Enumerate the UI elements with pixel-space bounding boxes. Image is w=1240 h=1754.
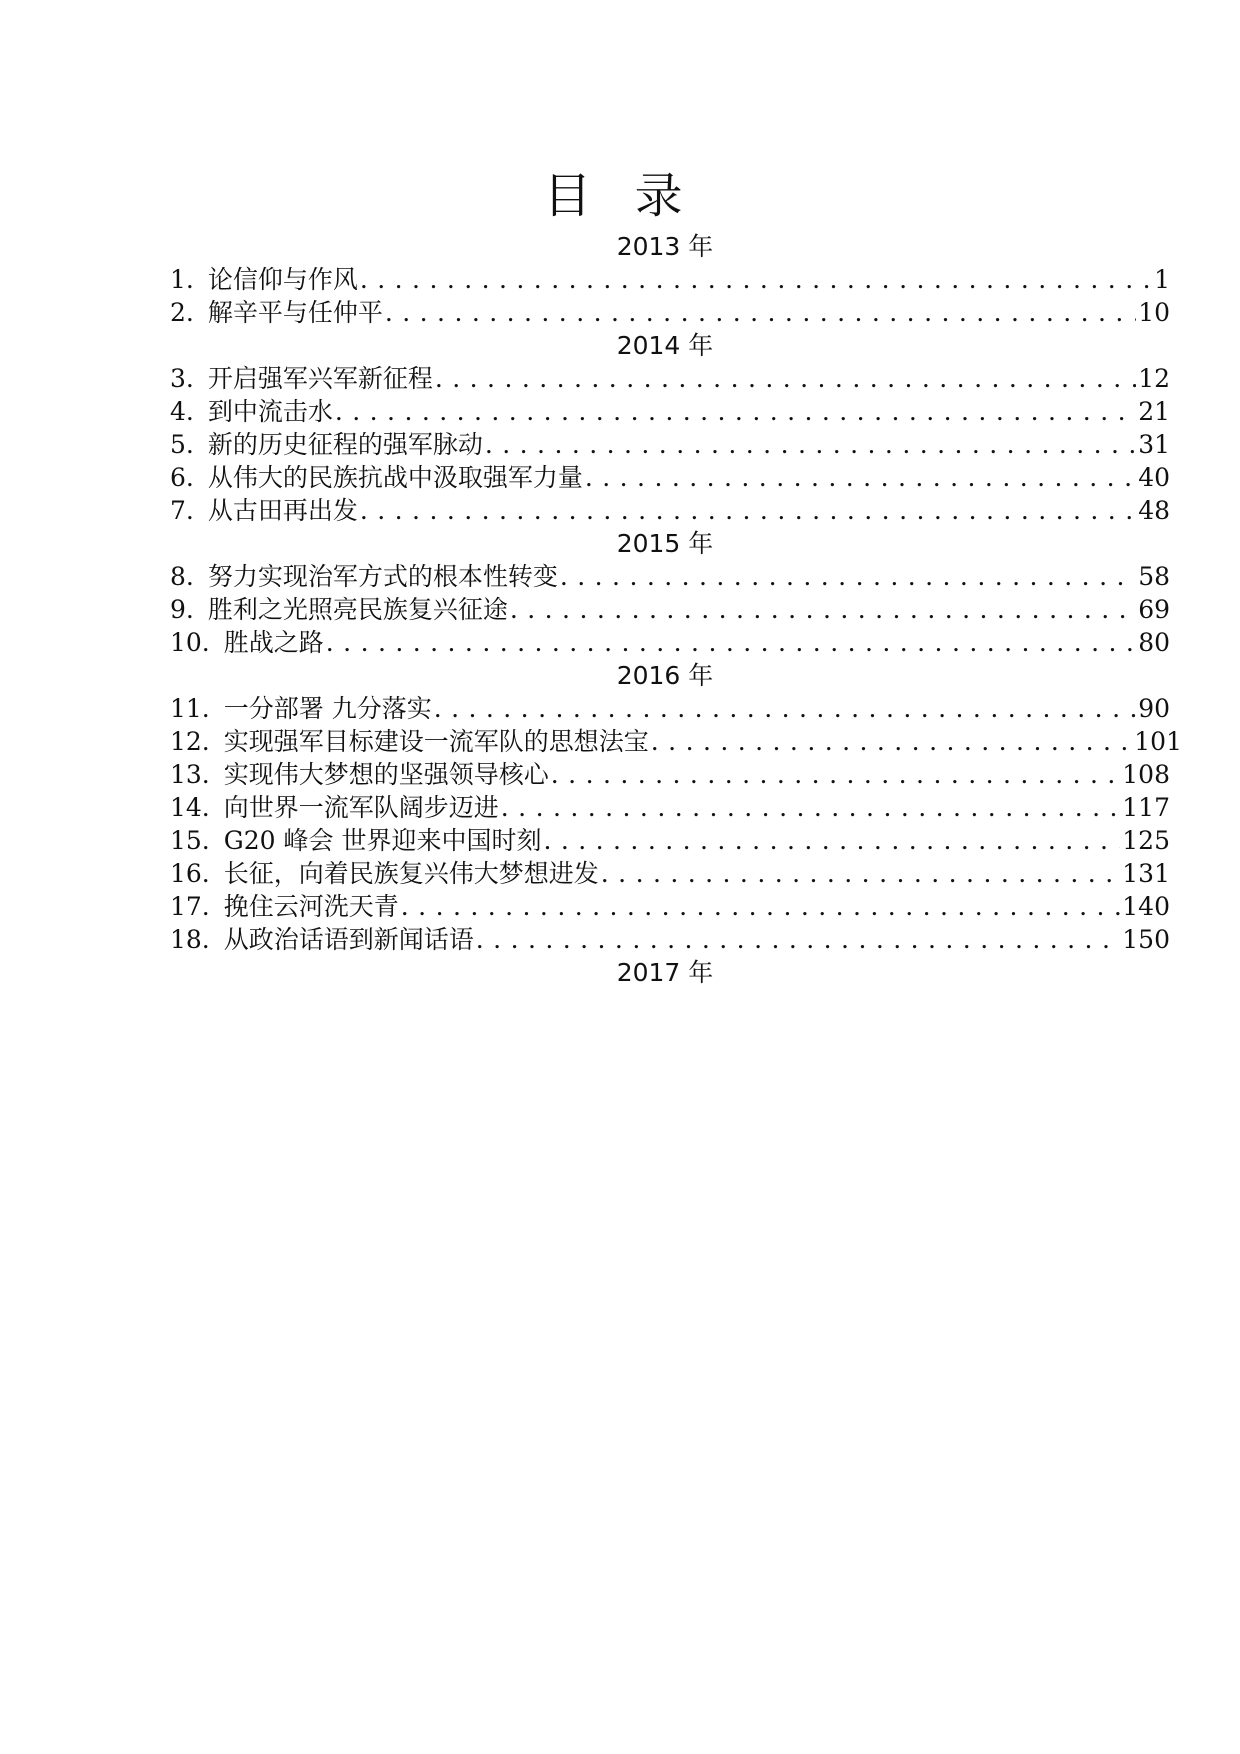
dot-leader: [599, 857, 1121, 890]
toc-entry-title: 向世界一流军队阔步迈进: [223, 793, 499, 822]
toc-entry-title: 胜战之路: [223, 628, 324, 657]
toc-entry[interactable]: [170, 560, 1170, 593]
toc-entry[interactable]: [170, 263, 1170, 296]
toc-entry-number: 17.: [170, 892, 210, 921]
toc-entry-title: 开启强军兴军新征程: [207, 364, 433, 393]
toc-entry-title: 努力实现治军方式的根本性转变: [207, 562, 558, 591]
toc-entry-page-number: 150: [1122, 925, 1170, 954]
toc-entry-title: 实现强军目标建设一流军队的思想法宝: [223, 727, 649, 756]
toc-entry-number: 16.: [170, 859, 210, 888]
toc-entry-number: 4.: [170, 397, 194, 426]
dot-leader: [383, 296, 1136, 329]
toc-entry-title: 从政治话语到新闻话语: [223, 925, 474, 954]
toc-entry-number: 1.: [170, 265, 194, 294]
toc-entry[interactable]: [170, 461, 1170, 494]
toc-entry[interactable]: [170, 890, 1170, 923]
toc-entry-page-number: 48: [1138, 496, 1170, 525]
toc-entry-number: 15.: [170, 826, 210, 855]
toc-entry-page-number: 12: [1138, 364, 1170, 393]
toc-entry-page-number: 69: [1138, 595, 1170, 624]
toc-entry-page-number: 80: [1138, 628, 1170, 657]
dot-leader: [324, 626, 1136, 659]
toc-entry[interactable]: [170, 692, 1170, 725]
toc-entry-page-number: 131: [1122, 859, 1170, 888]
section-year-heading: 2017 年: [616, 958, 714, 987]
toc-entry-page-number: 125: [1122, 826, 1170, 855]
toc-entry-title: 到中流击水: [207, 397, 333, 426]
dot-leader: [474, 923, 1121, 956]
toc-entry-number: 14.: [170, 793, 210, 822]
toc-entry-title: 论信仰与作风: [207, 265, 358, 294]
toc-entry-page-number: 58: [1138, 562, 1170, 591]
section-year-heading: 2015 年: [616, 529, 714, 558]
toc-entry[interactable]: [170, 395, 1170, 428]
toc-entry-number: 5.: [170, 430, 194, 459]
toc-entry-title: 从古田再出发: [207, 496, 358, 525]
toc-entry-number: 8.: [170, 562, 194, 591]
dot-leader: [483, 428, 1136, 461]
toc-entry[interactable]: [170, 494, 1170, 527]
toc-entry-title: G20 峰会 世界迎来中国时刻: [223, 826, 542, 855]
toc-entry-page-number: 90: [1138, 694, 1170, 723]
toc-entry-page-number: 101: [1134, 727, 1182, 756]
toc-entry-page-number: 117: [1122, 793, 1170, 822]
toc-entry[interactable]: [170, 824, 1170, 857]
toc-entry[interactable]: [170, 428, 1170, 461]
dot-leader: [358, 494, 1136, 527]
toc-entry-title: 从伟大的民族抗战中汲取强军力量: [207, 463, 583, 492]
toc-entry[interactable]: [170, 725, 1182, 758]
dot-leader: [433, 362, 1136, 395]
dot-leader: [432, 692, 1136, 725]
dot-leader: [399, 890, 1121, 923]
dot-leader: [549, 758, 1121, 791]
toc-entry[interactable]: [170, 857, 1170, 890]
toc-entry[interactable]: [170, 593, 1170, 626]
toc-entry-number: 13.: [170, 760, 210, 789]
dot-leader: [583, 461, 1136, 494]
toc-entry-number: 7.: [170, 496, 194, 525]
section-year-heading: 2013 年: [616, 232, 714, 261]
toc-entry-number: 12.: [170, 727, 210, 756]
toc-entry-number: 3.: [170, 364, 194, 393]
dot-leader: [558, 560, 1136, 593]
toc-entry-number: 6.: [170, 463, 194, 492]
section-year-heading: 2016 年: [616, 661, 714, 690]
toc-entry-number: 9.: [170, 595, 194, 624]
toc-entry-number: 18.: [170, 925, 210, 954]
dot-leader: [508, 593, 1136, 626]
toc-entry-title: 新的历史征程的强军脉动: [207, 430, 483, 459]
toc-entry-title: 挽住云河洗天青: [223, 892, 399, 921]
toc-entry[interactable]: [170, 296, 1170, 329]
toc-entry[interactable]: [170, 626, 1170, 659]
toc-entry-title: 胜利之光照亮民族复兴征途: [207, 595, 508, 624]
toc-entry[interactable]: [170, 758, 1170, 791]
dot-leader: [649, 725, 1133, 758]
dot-leader: [358, 263, 1152, 296]
toc-entry[interactable]: [170, 791, 1170, 824]
toc-entry-number: 2.: [170, 298, 194, 327]
toc-entry-title: 一分部署 九分落实: [223, 694, 432, 723]
toc-entry-title: 长征，向着民族复兴伟大梦想进发: [223, 859, 599, 888]
toc-entry-title: 实现伟大梦想的坚强领导核心: [223, 760, 549, 789]
toc-entry-page-number: 40: [1138, 463, 1170, 492]
toc-entry-number: 10.: [170, 628, 210, 657]
table-of-contents: [170, 230, 1182, 989]
toc-entry-page-number: 31: [1138, 430, 1170, 459]
toc-entry-page-number: 108: [1122, 760, 1170, 789]
dot-leader: [333, 395, 1136, 428]
toc-entry-page-number: 10: [1138, 298, 1170, 327]
toc-entry-title: 解辛平与任仲平: [207, 298, 383, 327]
toc-entry-number: 11.: [170, 694, 210, 723]
toc-entry-page-number: 21: [1138, 397, 1170, 426]
toc-entry-page-number: 140: [1122, 892, 1170, 921]
dot-leader: [541, 824, 1120, 857]
section-year-heading: 2014 年: [616, 331, 714, 360]
toc-entry-page-number: 1: [1154, 265, 1170, 294]
toc-entry[interactable]: [170, 362, 1170, 395]
toc-entry[interactable]: [170, 923, 1170, 956]
page-title: 目 录: [543, 168, 697, 224]
dot-leader: [499, 791, 1121, 824]
